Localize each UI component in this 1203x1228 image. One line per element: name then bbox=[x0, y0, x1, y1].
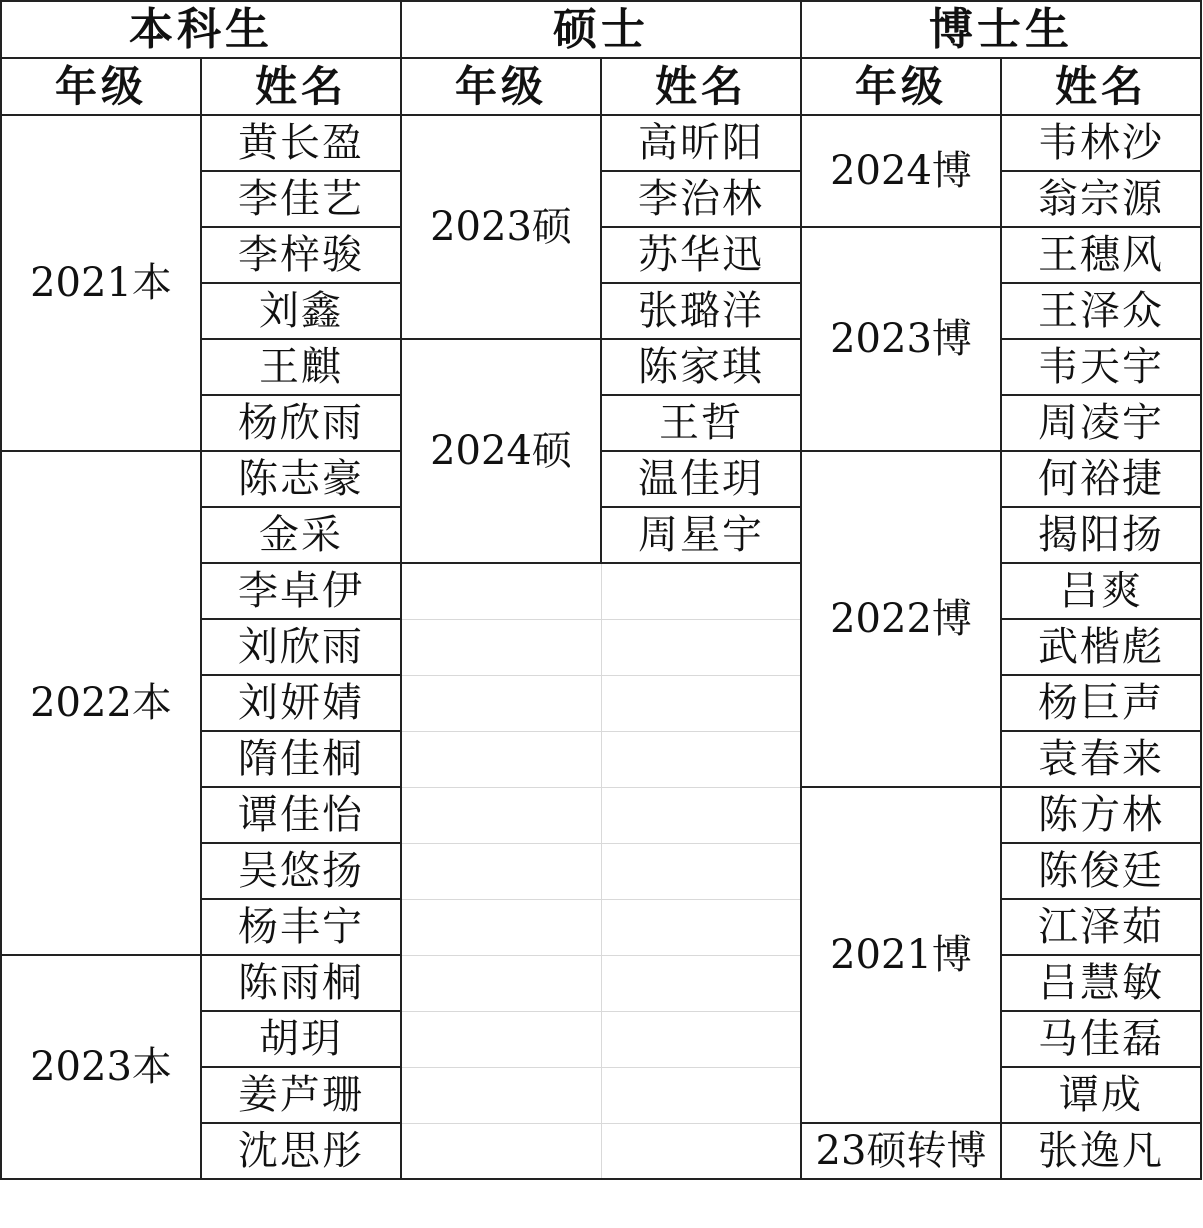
undergrad-name-cell: 陈雨桐 bbox=[201, 955, 401, 1011]
empty-cell bbox=[601, 1123, 801, 1179]
phd-name-cell: 王穗风 bbox=[1001, 227, 1201, 283]
master-name-cell: 苏华迅 bbox=[601, 227, 801, 283]
undergrad-name-cell: 姜芦珊 bbox=[201, 1067, 401, 1123]
undergrad-name-cell: 金采 bbox=[201, 507, 401, 563]
phd-name-cell: 袁春来 bbox=[1001, 731, 1201, 787]
master-name-cell: 温佳玥 bbox=[601, 451, 801, 507]
table-row bbox=[1, 955, 1201, 1011]
empty-cell bbox=[601, 955, 801, 1011]
empty-cell bbox=[601, 787, 801, 843]
section-header-undergrad: 本科生 bbox=[1, 1, 401, 58]
undergrad-grade-cell: 2021本 bbox=[1, 115, 201, 451]
undergrad-name-cell: 李卓伊 bbox=[201, 563, 401, 619]
table-row bbox=[1, 451, 1201, 507]
phd-grade-cell: 2021博 bbox=[801, 787, 1001, 1123]
empty-cell bbox=[401, 955, 601, 1011]
undergrad-name-cell: 杨欣雨 bbox=[201, 395, 401, 451]
master-name-cell: 陈家琪 bbox=[601, 339, 801, 395]
phd-name-cell: 周凌宇 bbox=[1001, 395, 1201, 451]
phd-grade-cell: 2023博 bbox=[801, 227, 1001, 451]
phd-name-cell: 翁宗源 bbox=[1001, 171, 1201, 227]
undergrad-name-cell: 刘欣雨 bbox=[201, 619, 401, 675]
phd-name-cell: 揭阳扬 bbox=[1001, 507, 1201, 563]
empty-cell bbox=[601, 619, 801, 675]
empty-cell bbox=[601, 675, 801, 731]
undergrad-name-cell: 刘妍婧 bbox=[201, 675, 401, 731]
empty-cell bbox=[601, 563, 801, 619]
empty-cell bbox=[601, 1011, 801, 1067]
master-name-cell: 周星宇 bbox=[601, 507, 801, 563]
phd-name-cell: 马佳磊 bbox=[1001, 1011, 1201, 1067]
phd-name-cell: 张逸凡 bbox=[1001, 1123, 1201, 1179]
empty-cell bbox=[601, 899, 801, 955]
section-header-phd: 博士生 bbox=[801, 1, 1201, 58]
column-header-grade: 年级 bbox=[801, 58, 1001, 115]
master-name-cell: 高昕阳 bbox=[601, 115, 801, 171]
undergrad-name-cell: 隋佳桐 bbox=[201, 731, 401, 787]
undergrad-name-cell: 刘鑫 bbox=[201, 283, 401, 339]
undergrad-name-cell: 谭佳怡 bbox=[201, 787, 401, 843]
phd-name-cell: 江泽茹 bbox=[1001, 899, 1201, 955]
section-header-row bbox=[1, 1, 1201, 58]
section-header-master: 硕士 bbox=[401, 1, 801, 58]
undergrad-name-cell: 杨丰宁 bbox=[201, 899, 401, 955]
phd-name-cell: 韦天宇 bbox=[1001, 339, 1201, 395]
phd-name-cell: 王泽众 bbox=[1001, 283, 1201, 339]
undergrad-name-cell: 王麒 bbox=[201, 339, 401, 395]
master-grade-cell: 2024硕 bbox=[401, 339, 601, 563]
empty-cell bbox=[401, 675, 601, 731]
undergrad-grade-cell: 2023本 bbox=[1, 955, 201, 1179]
column-header-name: 姓名 bbox=[201, 58, 401, 115]
phd-name-cell: 陈俊廷 bbox=[1001, 843, 1201, 899]
undergrad-name-cell: 李佳艺 bbox=[201, 171, 401, 227]
phd-name-cell: 杨巨声 bbox=[1001, 675, 1201, 731]
phd-name-cell: 武楷彪 bbox=[1001, 619, 1201, 675]
roster-body bbox=[1, 115, 1201, 1179]
undergrad-name-cell: 胡玥 bbox=[201, 1011, 401, 1067]
undergrad-grade-cell: 2022本 bbox=[1, 451, 201, 955]
empty-cell bbox=[401, 1067, 601, 1123]
phd-grade-cell: 2022博 bbox=[801, 451, 1001, 787]
phd-name-cell: 韦林沙 bbox=[1001, 115, 1201, 171]
column-header-grade: 年级 bbox=[401, 58, 601, 115]
empty-cell bbox=[401, 731, 601, 787]
phd-grade-cell: 23硕转博 bbox=[801, 1123, 1001, 1179]
empty-cell bbox=[401, 787, 601, 843]
master-grade-cell: 2023硕 bbox=[401, 115, 601, 339]
column-header-name: 姓名 bbox=[601, 58, 801, 115]
column-header-grade: 年级 bbox=[1, 58, 201, 115]
empty-cell bbox=[601, 731, 801, 787]
phd-name-cell: 陈方林 bbox=[1001, 787, 1201, 843]
undergrad-name-cell: 沈思彤 bbox=[201, 1123, 401, 1179]
phd-name-cell: 吕爽 bbox=[1001, 563, 1201, 619]
column-header-name: 姓名 bbox=[1001, 58, 1201, 115]
empty-cell bbox=[401, 563, 601, 619]
empty-cell bbox=[401, 619, 601, 675]
master-name-cell: 张璐洋 bbox=[601, 283, 801, 339]
column-header-row bbox=[1, 58, 1201, 115]
empty-cell bbox=[601, 1067, 801, 1123]
empty-cell bbox=[401, 843, 601, 899]
empty-cell bbox=[401, 899, 601, 955]
phd-name-cell: 谭成 bbox=[1001, 1067, 1201, 1123]
undergrad-name-cell: 黄长盈 bbox=[201, 115, 401, 171]
undergrad-name-cell: 陈志豪 bbox=[201, 451, 401, 507]
master-name-cell: 王哲 bbox=[601, 395, 801, 451]
phd-name-cell: 吕慧敏 bbox=[1001, 955, 1201, 1011]
table-row bbox=[1, 115, 1201, 171]
undergrad-name-cell: 李梓骏 bbox=[201, 227, 401, 283]
empty-cell bbox=[601, 843, 801, 899]
master-name-cell: 李治林 bbox=[601, 171, 801, 227]
empty-cell bbox=[401, 1123, 601, 1179]
empty-cell bbox=[401, 1011, 601, 1067]
undergrad-name-cell: 吴悠扬 bbox=[201, 843, 401, 899]
phd-name-cell: 何裕捷 bbox=[1001, 451, 1201, 507]
phd-grade-cell: 2024博 bbox=[801, 115, 1001, 227]
